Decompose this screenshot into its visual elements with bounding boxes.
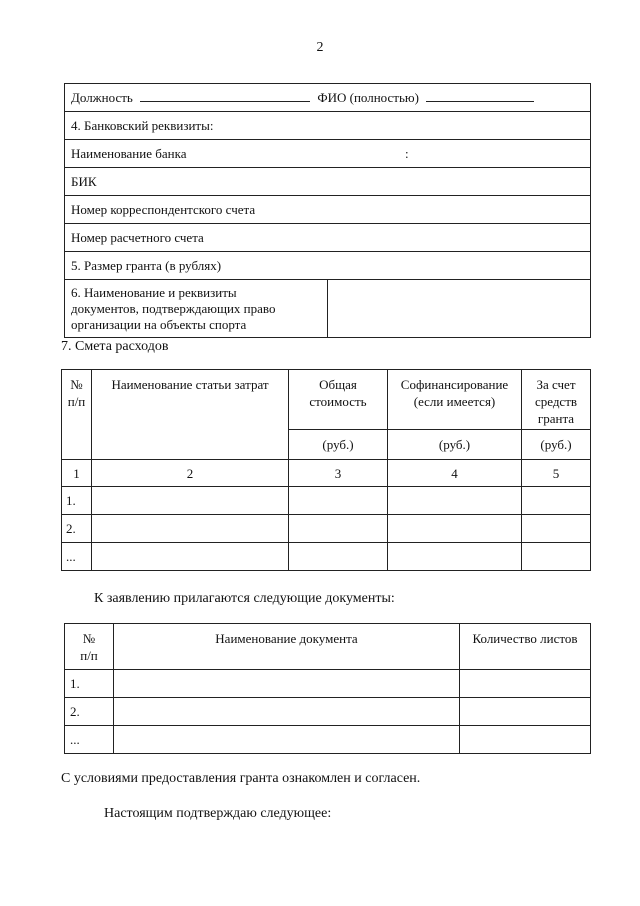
header-line: п/п [80, 648, 98, 663]
table-cell[interactable] [92, 487, 289, 515]
estimate-table [61, 369, 591, 571]
col-grant-header [522, 370, 591, 430]
table-row [65, 112, 591, 140]
row-number: 2. [65, 698, 114, 726]
header-line: гранта [537, 411, 575, 426]
col-cofin-header [388, 370, 522, 430]
table-cell[interactable] [460, 698, 591, 726]
documents-label-line: 6. Наименование и реквизиты [71, 284, 237, 300]
table-cell[interactable] [92, 515, 289, 543]
row-number: 1. [65, 670, 114, 698]
table-row [62, 515, 591, 543]
column-number-row [62, 460, 591, 487]
table-cell[interactable] [289, 515, 388, 543]
table-cell[interactable] [289, 543, 388, 571]
table-cell[interactable] [114, 670, 460, 698]
table-cell[interactable] [460, 726, 591, 754]
row-number: ... [62, 543, 92, 571]
row-number: 1. [62, 487, 92, 515]
col-num-header [62, 370, 92, 460]
table-row [65, 196, 591, 224]
table-row [65, 698, 591, 726]
col-item-header: Наименование статьи затрат [92, 370, 289, 460]
row-number: ... [65, 726, 114, 754]
agreement-text: С условиями предоставления гранта ознакомлен и согласен. [61, 771, 421, 786]
col-num-header [65, 624, 114, 670]
rub-unit: (руб.) [388, 430, 522, 460]
settlement-account-cell[interactable]: Номер расчетного счета [65, 224, 591, 252]
position-blank-line[interactable] [140, 91, 310, 102]
row-number: 2. [62, 515, 92, 543]
confirmation-text: Настоящим подтверждаю следующее: [104, 806, 332, 821]
estimate-heading: 7. Смета расходов [61, 339, 169, 354]
documents-label-line: документов, подтверждающих право [71, 300, 276, 316]
header-line: (если имеется) [413, 394, 496, 409]
header-line: За счет [536, 377, 576, 392]
documents-value-cell[interactable] [328, 280, 591, 338]
header-line: Общая [319, 377, 357, 392]
bank-details-cell: 4. Банковский реквизиты: [65, 112, 591, 140]
bik-cell[interactable]: БИК [65, 168, 591, 196]
fio-blank-line[interactable] [426, 91, 534, 102]
table-cell[interactable] [92, 543, 289, 571]
table-cell[interactable] [388, 515, 522, 543]
table-cell[interactable] [522, 543, 591, 571]
table-row [62, 543, 591, 571]
documents-label-cell [65, 280, 328, 338]
documents-label-line: организации на объекты спорта [71, 316, 247, 332]
page-number: 2 [316, 40, 324, 55]
table-row [65, 168, 591, 196]
table-header-row [65, 624, 591, 670]
rub-unit: (руб.) [289, 430, 388, 460]
table-cell[interactable] [460, 670, 591, 698]
column-number: 4 [388, 460, 522, 487]
table-cell[interactable] [114, 698, 460, 726]
attachments-table [64, 623, 591, 754]
col-total-header [289, 370, 388, 430]
colon-mark: : [405, 145, 409, 161]
header-line: Софинансирование [400, 377, 509, 392]
requisites-table [64, 83, 591, 338]
header-line: п/п [67, 394, 86, 409]
table-row [65, 252, 591, 280]
header-line: средств [534, 394, 578, 409]
table-cell[interactable] [289, 487, 388, 515]
table-row [65, 280, 591, 338]
bank-name-label: Наименование банка [71, 145, 187, 161]
position-fio-cell [65, 84, 591, 112]
header-line: № [82, 631, 96, 646]
bank-name-cell[interactable] [65, 140, 591, 168]
col-name-header: Наименование документа [114, 624, 460, 670]
attachments-heading: К заявлению прилагаются следующие документы: [94, 591, 395, 606]
table-cell[interactable] [522, 487, 591, 515]
table-row [65, 670, 591, 698]
fio-label: ФИО (полностью) [317, 89, 419, 105]
table-cell[interactable] [114, 726, 460, 754]
column-number: 1 [62, 460, 92, 487]
header-line: стоимость [309, 394, 367, 409]
column-number: 2 [92, 460, 289, 487]
table-row [65, 84, 591, 112]
table-cell[interactable] [388, 487, 522, 515]
table-cell[interactable] [388, 543, 522, 571]
position-label: Должность [71, 89, 133, 105]
table-row [65, 726, 591, 754]
table-row [65, 224, 591, 252]
col-sheets-header: Количество листов [460, 624, 591, 670]
table-row [65, 140, 591, 168]
table-row [62, 487, 591, 515]
column-number: 3 [289, 460, 388, 487]
grant-size-cell[interactable]: 5. Размер гранта (в рублях) [65, 252, 591, 280]
header-line: № [70, 377, 83, 392]
column-number: 5 [522, 460, 591, 487]
table-header-row [62, 370, 591, 430]
rub-unit: (руб.) [522, 430, 591, 460]
table-cell[interactable] [522, 515, 591, 543]
corr-account-cell[interactable]: Номер корреспондентского счета [65, 196, 591, 224]
